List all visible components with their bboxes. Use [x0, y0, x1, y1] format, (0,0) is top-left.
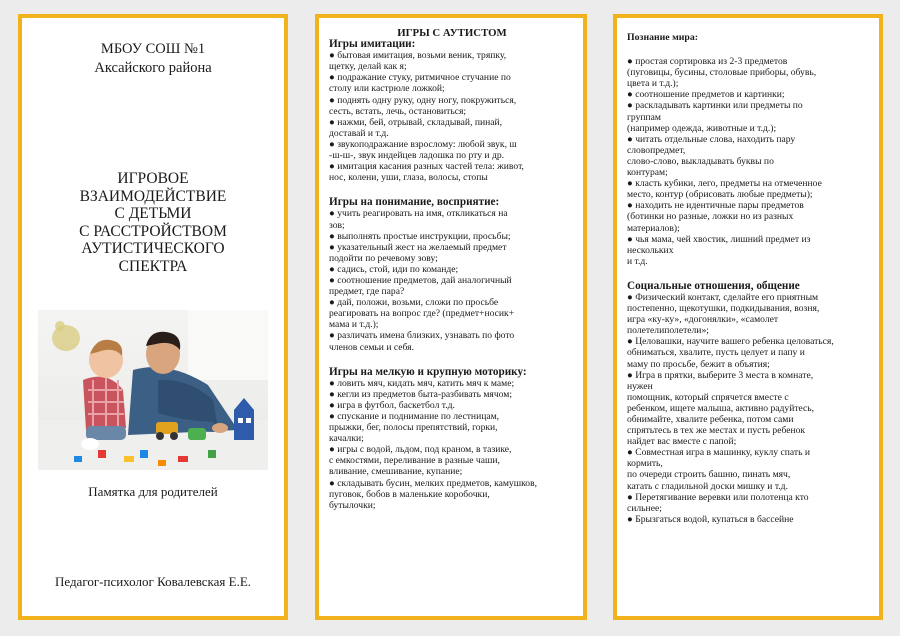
list-line: -ш-ш-, звук индейцев ладошка по рту и др. — [329, 150, 505, 162]
list-line: постепенно, щекотушки, подкидывания, возня, — [627, 303, 820, 315]
list-line: кормить, — [627, 458, 663, 470]
list-line: игра «ку-ку», «догонялки», «самолет — [627, 314, 779, 326]
list-line: по очереди строить башню, пинать мяч, — [627, 469, 791, 481]
world-social-column — [627, 32, 871, 525]
list-line: ● Целовашки, научите вашего ребенка целоваться, — [627, 336, 834, 348]
list-line: группам — [627, 111, 661, 123]
list-line: ● имитация касания разных частей тела: живот, — [329, 161, 524, 173]
list-line: ● выполнять простые инструкции, просьбы; — [329, 230, 511, 242]
list-line: вливание, смешивание, купание; — [329, 466, 463, 478]
list-line: словопредмет, — [627, 144, 686, 156]
list-line: ● простая сортировка из 2-3 предметов — [627, 56, 788, 68]
list-line: нос, колени, уши, глаза, волосы, стопы — [329, 172, 488, 184]
list-line: ● находить не идентичные пары предметов — [627, 200, 804, 212]
section-heading-social: Социальные отношения, общение — [627, 279, 800, 292]
list-line: ● складывать бусин, мелких предметов, камушков, — [329, 477, 537, 489]
list-line: реагировать на вопрос где? (предмет+носик+ — [329, 308, 515, 320]
list-line: катать с гладильной доски мишку и т.д. — [627, 480, 788, 492]
school-name: МБОУ СОШ №1 Аксайского района — [94, 41, 212, 76]
list-line: ● Физический контакт, сделайте его приятным — [627, 291, 819, 303]
list-line: ● игры с водой, льдом, под краном, в тазике, — [329, 444, 512, 456]
list-line: ● дай, положи, возьми, сложи по просьбе — [329, 297, 499, 309]
list-line: щетку, делай как я; — [329, 61, 407, 73]
list-line: качалки; — [329, 433, 364, 445]
list-line: столу или кастрюле ложкой; — [329, 83, 445, 95]
list-line: (ботинки но разные, ложки но из разных — [627, 211, 794, 223]
games-column — [329, 28, 575, 511]
list-line: ● бытовая имитация, возьми веник, тряпку, — [329, 50, 507, 62]
list-line: ● читать отдельные слова, находить пару — [627, 133, 796, 145]
list-line: подойти по речевому зову; — [329, 252, 438, 264]
list-line: ● указательный жест на желаемый предмет — [329, 241, 507, 253]
list-line: бутылочки; — [329, 499, 376, 511]
list-line: нужен — [627, 380, 653, 392]
world-social-panel — [613, 14, 883, 620]
list-line: помощник, который спрячется вместе с — [627, 391, 789, 403]
list-line: ● садись, стой, иди по команде; — [329, 263, 459, 275]
list-line: нескольких — [627, 244, 674, 256]
list-line: обнимайте, хвалите ребенка, потом сами — [627, 414, 794, 425]
list-line: ● игра в футбол, баскетбол т.д. — [329, 399, 455, 411]
list-line: спрятьтесь в тех же местах и пусть ребенок — [627, 425, 806, 437]
list-line: найдет вас вместе с папой; — [627, 436, 737, 448]
list-line: пуговок, бобов в маленькие коробочки, — [329, 488, 490, 500]
list-line: ● Игра в прятки, выберите 3 места в комнате, — [627, 369, 814, 381]
list-line: мама и т.д.); — [329, 319, 379, 331]
list-line: ● различать имена близких, узнавать по фото — [329, 330, 515, 342]
list-line: ● Брызгаться водой, купаться в бассейне — [627, 513, 794, 525]
list-line: ● поднять одну руку, одну ногу, покружиться, — [329, 94, 517, 106]
games-panel — [315, 14, 587, 620]
list-line: ● соотношение предметов, дай аналогичный — [329, 274, 512, 286]
list-line: маму по просьбе, бежит в объятия; — [627, 358, 770, 370]
list-line: прыжки, бег, полосы препятствий, горки, — [329, 422, 498, 434]
list-line: сесть, встать, лечь, остановиться; — [329, 105, 467, 117]
list-line: ● кегли из предметов быта-разбивать мячом; — [329, 388, 513, 400]
list-line: ● спускание и поднимание по лестницам, — [329, 411, 500, 422]
section-heading-imitation: Игры имитации: — [329, 38, 416, 51]
section-heading-world: Познание мира: — [627, 32, 699, 43]
memo-caption: Памятка для родителей — [88, 484, 218, 499]
list-line: с емкостями, переливание в разные чаши, — [329, 455, 500, 467]
list-line: ● Перетягивание веревки или полотенца кто — [627, 491, 809, 503]
list-line: контурам; — [627, 167, 668, 179]
list-line: место, контур (обрисовать любые предметы); — [627, 189, 813, 201]
list-line: материалов); — [627, 222, 680, 234]
list-line: ● учить реагировать на имя, откликаться на — [329, 208, 508, 220]
list-line: (например одежда, животные и т.д.); — [627, 122, 777, 134]
cover-panel — [18, 14, 288, 620]
panel-title: ИГРЫ С АУТИСТОМ — [397, 27, 507, 39]
list-line: (пуговицы, бусины, столовые приборы, обувь, — [627, 67, 817, 79]
section-heading-motor: Игры на мелкую и крупную моторику: — [329, 365, 527, 378]
list-line: предмет, где пара? — [329, 286, 405, 298]
list-line: ● ловить мяч, кидать мяч, катить мяч к маме; — [329, 377, 515, 389]
list-line: зов; — [329, 219, 345, 231]
list-line: обниматься, хвалите, пусть целует и папу и — [627, 347, 805, 359]
list-line: ● подражание стуку, ритмичное стучание по — [329, 72, 511, 84]
list-line: ● соотношение предметов и картинки; — [627, 89, 785, 101]
list-line: ● звукоподражание взрослому: любой звук, ш — [329, 138, 517, 150]
list-line: доставай и т.д. — [329, 127, 389, 139]
section-heading-perception: Игры на понимание, восприятие: — [329, 196, 500, 209]
list-line: ● класть кубики, лего, предметы на отмеченное — [627, 178, 822, 190]
list-line: слово-слово, выкладывать буквы по — [627, 155, 774, 167]
list-line: сильнее; — [627, 502, 662, 514]
list-line: ● Совместная игра в машинку, куклу спать и — [627, 447, 810, 459]
list-line: цвета и т.д.); — [627, 78, 679, 90]
list-line: ● чья мама, чей хвостик, лишний предмет из — [627, 233, 811, 245]
list-line: ● раскладывать картинки или предметы по — [627, 100, 803, 112]
brochure-title: ИГРОВОЕ ВЗАИМОДЕЙСТВИЕ С ДЕТЬМИ С РАССТРОЙСТВОМ АУТИСТИЧЕСКОГО СПЕКТРА — [79, 170, 227, 275]
list-line: членов семьи и себя. — [329, 341, 414, 353]
list-line: ● нажми, бей, отрывай, складывай, пинай, — [329, 116, 503, 128]
list-line: и т.д. — [627, 255, 648, 267]
list-line: ребенком, ищете малыша, активно радуйтесь, — [627, 402, 815, 414]
list-line: полетелиполетели»; — [627, 325, 709, 337]
author-credit: Педагог-психолог Ковалевская Е.Е. — [54, 574, 252, 589]
father-child-photo — [38, 310, 268, 470]
